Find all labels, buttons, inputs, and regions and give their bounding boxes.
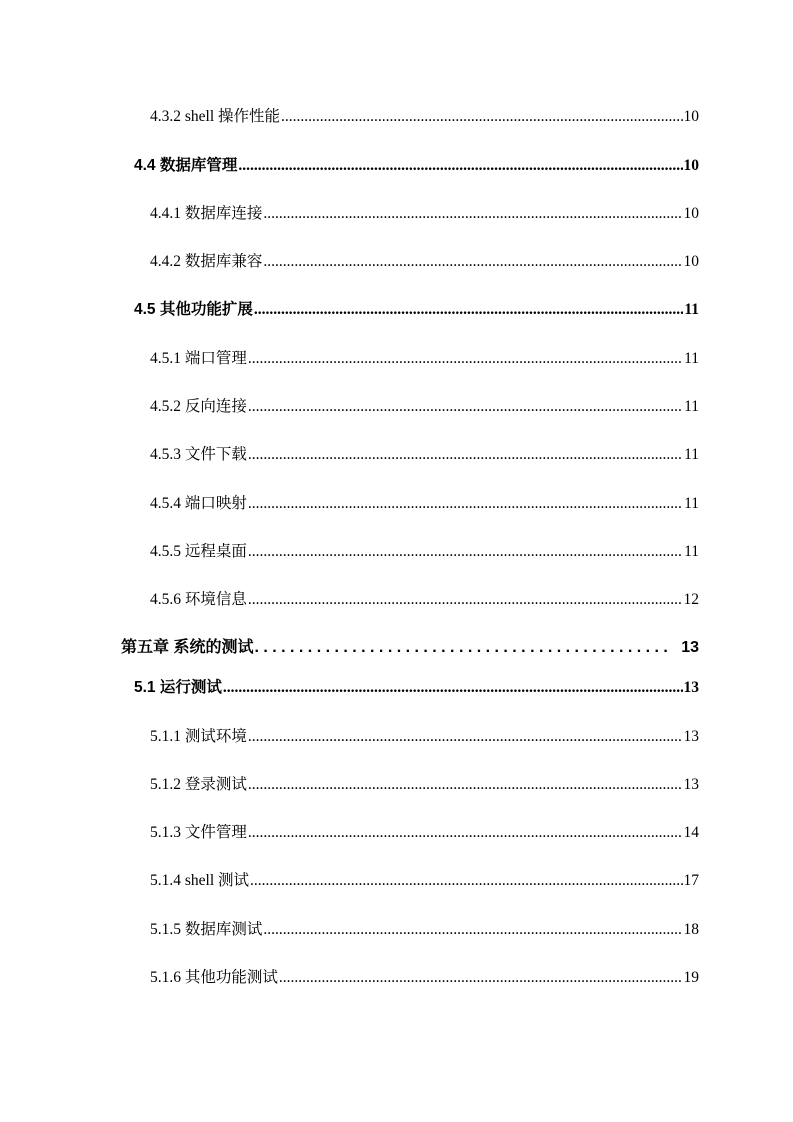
toc-entry-5-1[interactable] — [134, 676, 699, 700]
toc-page-number: 11 — [684, 301, 699, 318]
toc-entry-label: 4.5.3 文件下载 — [150, 446, 247, 463]
toc-entry-label: 5.1 运行测试 — [134, 679, 222, 696]
dot-leader — [248, 492, 683, 516]
toc-entry-label: 4.5.6 环境信息 — [150, 591, 247, 608]
toc-entry-label: 4.5.5 远程桌面 — [150, 543, 247, 560]
toc-entry-label: 5.1.1 测试环境 — [150, 728, 247, 745]
dot-leader — [281, 105, 682, 129]
toc-entry-4-5-6[interactable] — [150, 588, 699, 612]
toc-page-number: 18 — [683, 921, 699, 938]
toc-entry-chapter-5[interactable] — [121, 636, 699, 660]
toc-entry-5-1-2[interactable] — [150, 773, 699, 797]
toc-entry-4-4-2[interactable] — [150, 250, 699, 274]
dot-leader — [263, 202, 682, 226]
toc-entry-4-5[interactable] — [134, 298, 699, 322]
toc-entry-4-5-4[interactable] — [150, 492, 699, 516]
dot-leader — [248, 443, 683, 467]
toc-page-number: 10 — [683, 253, 699, 270]
dot-leader — [263, 918, 682, 942]
toc-page-number: 13 — [681, 639, 699, 656]
dot-leader — [254, 636, 670, 660]
dot-leader — [238, 154, 682, 178]
toc-entry-5-1-3[interactable] — [150, 821, 699, 845]
toc-entry-4-5-2[interactable] — [150, 395, 699, 419]
toc-entry-4-5-5[interactable] — [150, 540, 699, 564]
toc-entry-label: 4.4 数据库管理 — [134, 157, 238, 174]
dot-leader — [223, 676, 683, 700]
dot-leader — [248, 821, 683, 845]
toc-entry-5-1-4[interactable] — [150, 869, 699, 893]
toc-entry-5-1-1[interactable] — [150, 725, 699, 749]
toc-page-number: 11 — [684, 543, 699, 560]
toc-page-number: 11 — [684, 398, 699, 415]
toc-entry-label: 4.4.2 数据库兼容 — [150, 253, 263, 270]
toc-entry-5-1-5[interactable] — [150, 918, 699, 942]
toc-page-number: 10 — [683, 205, 699, 222]
toc-page-number: 13 — [683, 776, 699, 793]
toc-entry-label: 4.4.1 数据库连接 — [150, 205, 263, 222]
toc-entry-label: 4.5.2 反向连接 — [150, 398, 247, 415]
dot-leader — [248, 395, 683, 419]
toc-entry-4-4[interactable] — [134, 154, 699, 178]
toc-entry-5-1-6[interactable] — [150, 966, 699, 990]
dot-leader — [263, 250, 682, 274]
toc-entry-label: 5.1.6 其他功能测试 — [150, 969, 278, 986]
toc-page-number: 12 — [683, 591, 699, 608]
toc-entry-label: 5.1.4 shell 测试 — [150, 872, 250, 889]
toc-entry-label: 4.5.4 端口映射 — [150, 495, 247, 512]
dot-leader — [248, 347, 683, 371]
dot-leader — [250, 869, 682, 893]
toc-entry-4-5-1[interactable] — [150, 347, 699, 371]
toc-page-number: 19 — [683, 969, 699, 986]
toc-entry-label: 5.1.2 登录测试 — [150, 776, 247, 793]
toc-page-number: 11 — [684, 350, 699, 367]
toc-page-number: 13 — [683, 679, 699, 696]
toc-entry-label: 4.5.1 端口管理 — [150, 350, 247, 367]
toc-entry-label: 4.5 其他功能扩展 — [134, 301, 253, 318]
toc-entry-label: 第五章 系统的测试 — [121, 639, 254, 656]
toc-page-number: 14 — [683, 824, 699, 841]
toc-entry-label: 4.3.2 shell 操作性能 — [150, 108, 281, 125]
dot-leader — [248, 725, 683, 749]
toc-page-number: 13 — [683, 728, 699, 745]
dot-leader — [248, 540, 683, 564]
toc-entry-label: 5.1.5 数据库测试 — [150, 921, 263, 938]
toc-page-number: 11 — [684, 495, 699, 512]
toc-entry-4-3-2[interactable] — [150, 105, 699, 129]
toc-page-number: 10 — [683, 157, 699, 174]
dot-leader — [248, 773, 683, 797]
toc-page-number: 10 — [683, 108, 699, 125]
dot-leader — [248, 588, 683, 612]
toc-entry-4-4-1[interactable] — [150, 202, 699, 226]
toc-entry-label: 5.1.3 文件管理 — [150, 824, 247, 841]
dot-leader — [279, 966, 683, 990]
dot-leader — [254, 298, 683, 322]
toc-page-number: 17 — [683, 872, 699, 889]
toc-entry-4-5-3[interactable] — [150, 443, 699, 467]
toc-page-number: 11 — [684, 446, 699, 463]
